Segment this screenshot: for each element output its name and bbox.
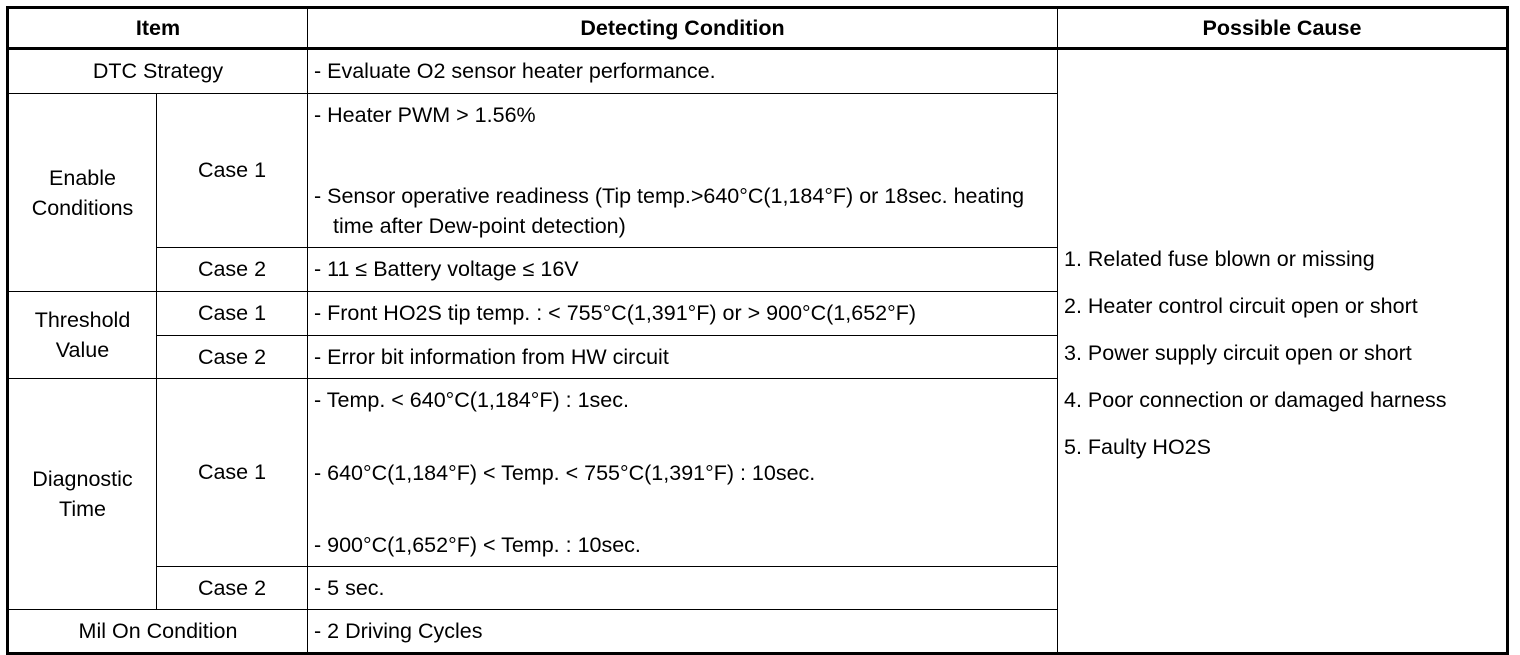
possible-cause-item: 2. Heater control circuit open or short [1064,294,1418,318]
threshold-case1-label: Case 1 [157,292,308,336]
possible-cause-item: 5. Faulty HO2S [1064,435,1211,459]
possible-cause-item: 4. Poor connection or damaged harness [1064,388,1447,412]
diagnostic-time-label: Diagnostic Time [8,379,157,610]
header-detecting-condition: Detecting Condition [308,8,1058,49]
threshold-case2-label: Case 2 [157,336,308,379]
possible-cause-item: 3. Power supply circuit open or short [1064,341,1412,365]
enable-case2-label: Case 2 [157,248,308,292]
enable-case1-conditions [308,94,1058,248]
diagnostic-case2-condition: - 5 sec. [308,567,1058,610]
mil-on-condition-label: Mil On Condition [8,610,308,654]
diagnostic-case1-condition-line: - Temp. < 640°C(1,184°F) : 1sec. [314,388,629,412]
enable-case2-condition: - 11 ≤ Battery voltage ≤ 16V [308,248,1058,292]
possible-cause-list [1064,223,1500,462]
diagnostic-case2-label: Case 2 [157,567,308,610]
threshold-case2-condition: - Error bit information from HW circuit [308,336,1058,379]
header-item: Item [8,8,308,49]
threshold-value-label: Threshold Value [8,292,157,379]
enable-case1-label: Case 1 [157,94,308,248]
table-header-row [8,8,1508,49]
diagnostic-spec-table [6,6,1509,655]
enable-case1-condition-line: - Heater PWM > 1.56% [314,103,536,127]
diagnostic-table-container [6,6,1509,655]
possible-cause-item: 1. Related fuse blown or missing [1064,247,1375,271]
threshold-case1-condition: - Front HO2S tip temp. : < 755°C(1,391°F) or > 900°C(1,652°F) [308,292,1058,336]
diagnostic-case1-conditions [308,379,1058,567]
enable-case1-condition-line: - Sensor operative readiness (Tip temp.>640°C(1,184°F) or 18sec. heating time after Dew-point detection) [314,184,1025,238]
header-possible-cause: Possible Cause [1058,8,1508,49]
diagnostic-case1-condition-line: - 640°C(1,184°F) < Temp. < 755°C(1,391°F) : 10sec. [314,460,816,485]
dtc-strategy-condition: - Evaluate O2 sensor heater performance. [308,49,1058,94]
table-row-dtc-strategy [8,49,1508,94]
mil-on-condition-value: - 2 Driving Cycles [308,610,1058,654]
diagnostic-case1-label: Case 1 [157,379,308,567]
possible-cause-cell [1058,49,1508,654]
diagnostic-case1-condition-line: - 900°C(1,652°F) < Temp. : 10sec. [314,533,641,557]
dtc-strategy-label: DTC Strategy [8,49,308,94]
enable-conditions-label: Enable Conditions [8,94,157,292]
